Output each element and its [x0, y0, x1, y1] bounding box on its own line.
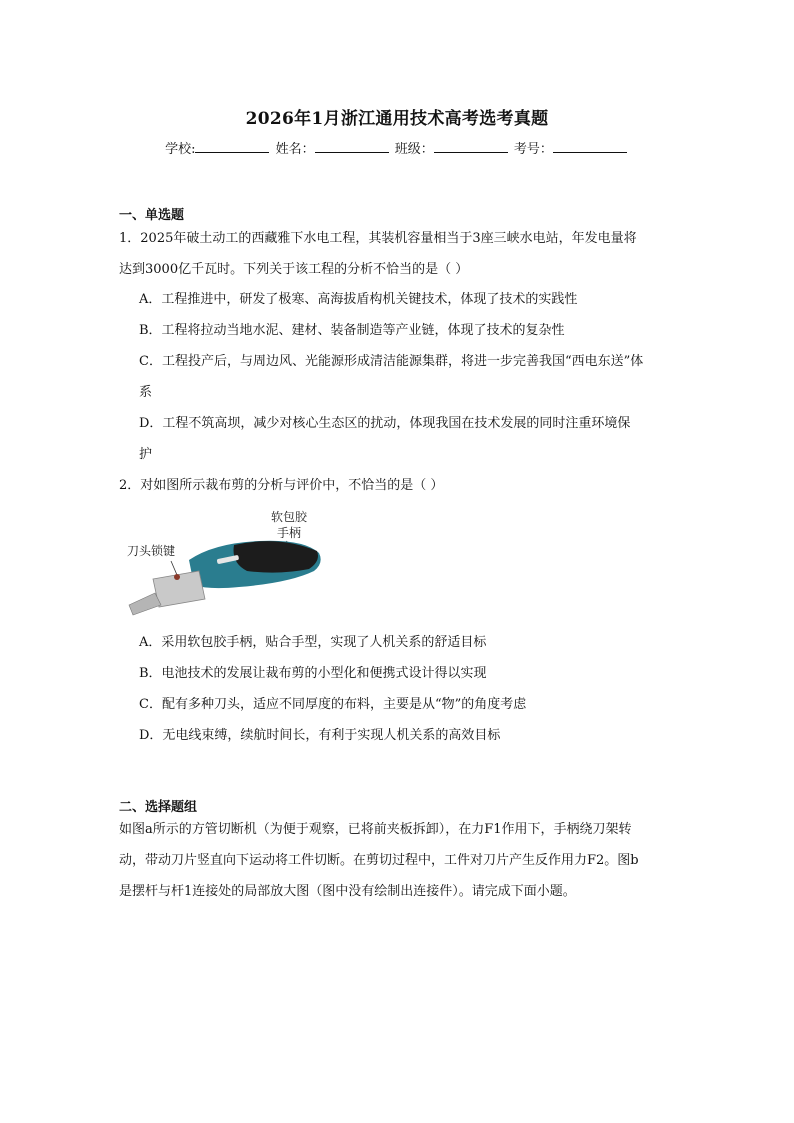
fabric-scissors-figure [119, 505, 334, 620]
q1-option-c-cont: 系 [139, 385, 153, 400]
school-label: 学校: [165, 142, 196, 157]
leader-line-lock [171, 561, 177, 575]
label-blade-lock: 刀头锁键 [127, 544, 176, 558]
lock-key [174, 574, 180, 580]
group-intro-line3: 是摆杆与杆1连接处的局部放大图（图中没有绘制出连接件）。请完成下面小题。 [119, 884, 576, 899]
name-label: 姓名： [275, 142, 315, 157]
q1-option-d-cont: 护 [139, 447, 153, 462]
student-info-row [0, 138, 794, 157]
number-blank[interactable] [553, 140, 627, 153]
q1-option-d[interactable]: D．工程不筑高坝，减少对核心生态区的扰动，体现我国在技术发展的同时注重环境保 [139, 416, 631, 431]
q1-option-c[interactable]: C．工程投产后，与周边风、光能源形成清洁能源集群，将进一步完善我国“西电东送”体 [139, 354, 644, 369]
q2-stem: 2．对如图所示裁布剪的分析与评价中，不恰当的是（ ） [119, 478, 444, 493]
q2-option-a[interactable]: A．采用软包胶手柄，贴合手型，实现了人机关系的舒适目标 [139, 635, 487, 650]
group-intro-line2: 动，带动刀片竖直向下运动将工件切断。在剪切过程中，工件对刀片产生反作用力F2。图b [119, 853, 639, 868]
number-label: 考号： [513, 142, 553, 157]
group-intro-line1: 如图a所示的方管切断机（为便于观察，已将前夹板拆卸），在力F1作用下，手柄绕刀架转 [119, 822, 632, 837]
school-blank[interactable] [195, 140, 269, 153]
q1-stem-line2: 达到3000亿千瓦时。下列关于该工程的分析不恰当的是（ ） [119, 262, 469, 277]
q2-option-b[interactable]: B．电池技术的发展让裁布剪的小型化和便携式设计得以实现 [139, 666, 487, 681]
q2-option-c[interactable]: C．配有多种刀头，适应不同厚度的布料，主要是从“物”的角度考虑 [139, 697, 527, 712]
q1-option-a[interactable]: A．工程推进中，研发了极寒、高海拔盾构机关键技术，体现了技术的实践性 [139, 292, 578, 307]
label-soft-grip-2: 手柄 [277, 526, 302, 540]
label-soft-grip-1: 软包胶 [271, 510, 308, 524]
section-heading-choice-group: 二、选择题组 [119, 800, 198, 815]
blade-tip [129, 593, 161, 615]
q1-option-b[interactable]: B．工程将拉动当地水泥、建材、装备制造等产业链，体现了技术的复杂性 [139, 323, 565, 338]
name-blank[interactable] [315, 140, 389, 153]
class-label: 班级： [394, 142, 434, 157]
class-blank[interactable] [434, 140, 508, 153]
section-heading-single-choice: 一、单选题 [119, 208, 185, 223]
q1-stem-line1: 1．2025年破土动工的西藏雅下水电工程，其装机容量相当于3座三峡水电站，年发电量将 [119, 231, 637, 246]
q2-option-d[interactable]: D．无电线束缚，续航时间长，有利于实现人机关系的高效目标 [139, 728, 501, 743]
page-title: 2026年1月浙江通用技术高考选考真题 [245, 109, 549, 129]
